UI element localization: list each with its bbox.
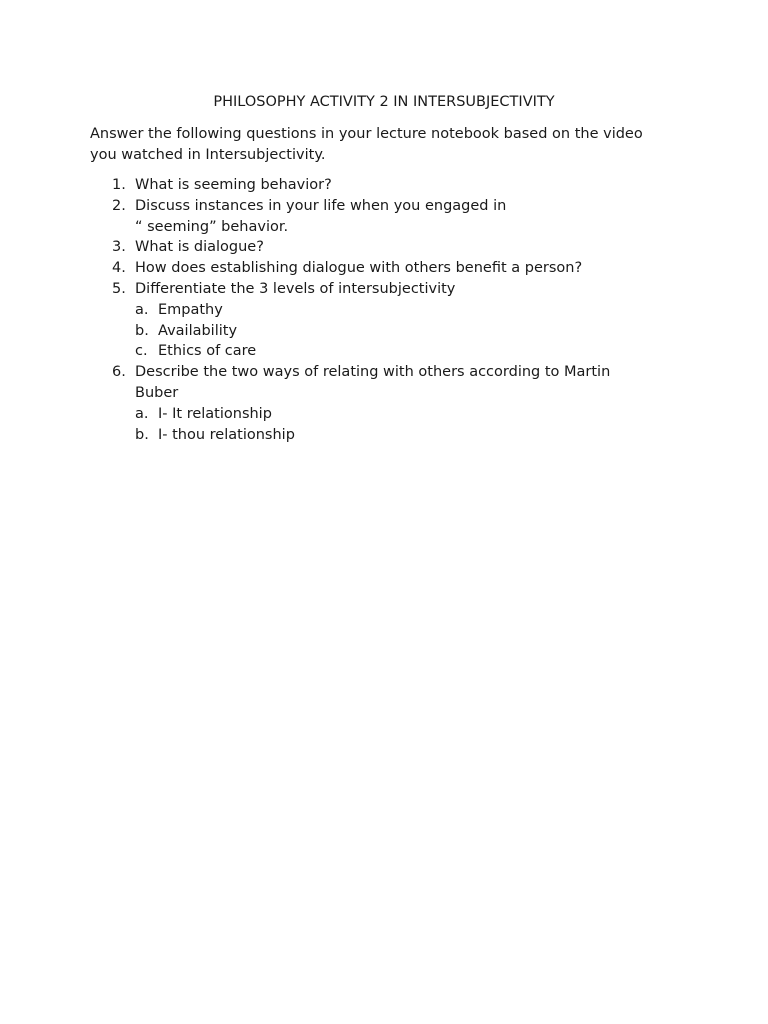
sub-item [135, 341, 690, 362]
sub-question-list [135, 404, 690, 446]
question-4 [90, 258, 690, 279]
sub-item [135, 300, 690, 321]
question-text: Differentiate the 3 levels of intersubjectivity [135, 280, 456, 297]
sub-item [135, 404, 690, 425]
sub-item-text: Ethics of care [158, 343, 257, 360]
question-number: 1. [112, 177, 126, 193]
sub-item [135, 425, 690, 446]
intro-paragraph [90, 124, 690, 166]
question-3 [90, 237, 690, 258]
question-number: 4. [112, 260, 126, 277]
question-text: What is seeming behavior? [135, 177, 332, 193]
intro-line-2: you watched in Intersubjectivity. [90, 146, 326, 163]
sub-item-letter: b. [135, 322, 149, 339]
sub-item-text: I- It relationship [158, 405, 272, 422]
question-text-continued: “ seeming” behavior. [135, 218, 289, 235]
question-text: How does establishing dialogue with others benefit a person? [135, 260, 583, 277]
question-list [90, 175, 690, 445]
sub-item-text: I- thou relationship [158, 426, 295, 443]
question-text: Describe the two ways of relating with others according to Martin [135, 364, 611, 381]
sub-question-list [135, 300, 690, 362]
question-number: 2. [112, 197, 126, 214]
sub-item-letter: a. [135, 301, 149, 318]
question-number: 5. [112, 280, 126, 297]
page-title: PHILOSOPHY ACTIVITY 2 IN INTERSUBJECTIVITY [213, 94, 555, 110]
question-1 [90, 175, 690, 196]
question-text: What is dialogue? [135, 239, 264, 256]
question-text-continued: Buber [135, 384, 179, 401]
question-text: Discuss instances in your life when you engaged in [135, 197, 507, 214]
question-number: 6. [112, 364, 126, 381]
sub-item-letter: b. [135, 426, 149, 443]
intro-line-1: Answer the following questions in your lecture notebook based on the video [90, 126, 643, 142]
sub-item [135, 321, 690, 342]
sub-item-text: Empathy [158, 301, 223, 318]
sub-item-letter: c. [135, 343, 148, 360]
sub-item-letter: a. [135, 405, 149, 422]
question-2 [90, 196, 690, 238]
sub-item-text: Availability [158, 322, 238, 339]
question-5 [90, 279, 690, 362]
question-number: 3. [112, 239, 126, 256]
question-6 [90, 362, 690, 445]
